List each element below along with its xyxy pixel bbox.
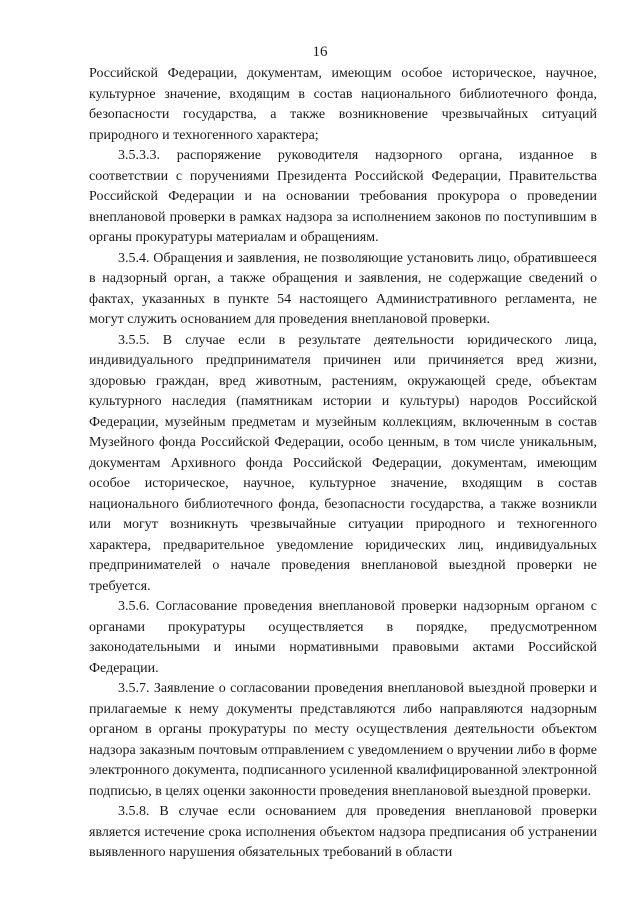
paragraph-continuation: Российской Федерации, документам, имеющим особое историческое, научное, культурное значение, входящим в состав национального библиотечного фонда, безопасности государства, а также возникновение чрезвычайных ситуаций природного и техногенного характера; bbox=[89, 66, 597, 143]
document-body bbox=[89, 64, 597, 864]
paragraph-3-5-6: 3.5.6. Согласование проведения внеплановой проверки надзорным органом с органами прокуратуры осуществляется в порядке, предусмотренном законодательными и иными нормативными правовыми актами Российской Федерации. bbox=[89, 599, 597, 676]
paragraph-3-5-5: 3.5.5. В случае если в результате деятельности юридического лица, индивидуального предпринимателя причинен или причиняется вред жизни, здоровью граждан, вред животным, растениям, окружающей среде, объектам культурного наследия (памятникам истории и культуры) народов Российской Федерации, музейным предметам и музейным коллекциям, включенным в состав Музейного фонда Российской Федерации, особо ценным, в том числе уникальным, документам Архивного фонда Российской Федерации, документам, имеющим особое историческое, научное, культурное значение, входящим в состав национального библиотечного фонда, безопасности государства, а также возникли или могут возникнуть чрезвычайные ситуации природного и техногенного характера, предварительное уведомление юридических лиц, индивидуальных предпринимателей о начале проведения внеплановой выездной проверки не требуется. bbox=[89, 332, 597, 594]
paragraph-3-5-4: 3.5.4. Обращения и заявления, не позволяющие установить лицо, обратившееся в надзорный орган, а также обращения и заявления, не содержащие сведений о фактах, указанных в пункте 54 настоящего Административного регламента, не могут служить основанием для проведения внеплановой проверки. bbox=[89, 250, 597, 327]
page-number: 16 bbox=[312, 44, 328, 60]
paragraph-3-5-3-3: 3.5.3.3. распоряжение руководителя надзорного органа, изданное в соответствии с поручениями Президента Российской Федерации, Правительства Российской Федерации и на основании требования прокурора о проведении внеплановой проверки в рамках надзора за исполнением законов по поступившим в органы прокуратуры материалам и обращениям. bbox=[89, 148, 597, 245]
paragraph-3-5-7: 3.5.7. Заявление о согласовании проведения внеплановой выездной проверки и прилагаемые к нему документы представляются либо направляются надзорным органом в органы прокуратуры по месту осуществления деятельности объектом надзора заказным почтовым отправлением с уведомлением о вручении либо в форме электронного документа, подписанного усиленной квалифицированной электронной подписью, в целях оценки законности проведения внеплановой выездной проверки. bbox=[89, 681, 597, 799]
paragraph-3-5-8: 3.5.8. В случае если основанием для проведения внеплановой проверки является истечение срока исполнения объектом надзора предписания об устранении выявленного нарушения обязательных требований в области bbox=[89, 804, 597, 860]
